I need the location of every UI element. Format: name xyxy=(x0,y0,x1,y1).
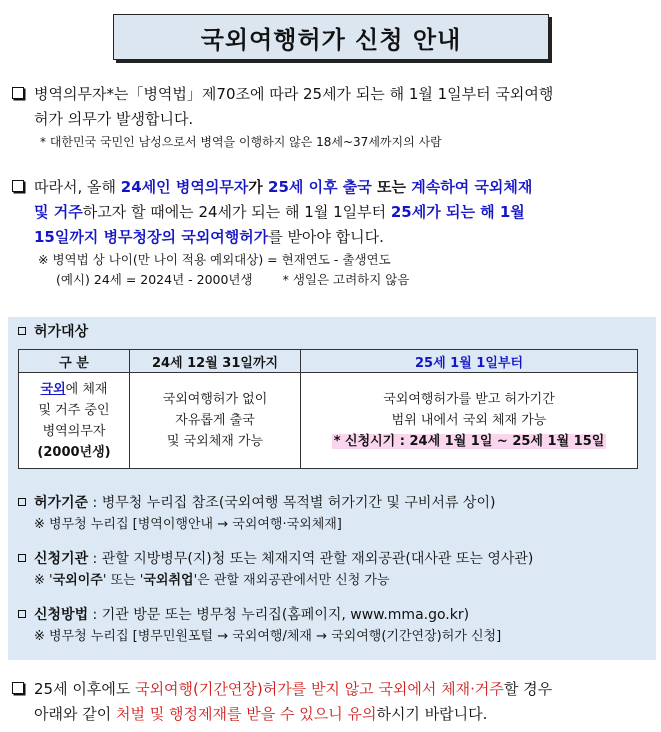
criteria-block: 허가기준 : 병무청 누리집 참조(국외여행 목적별 허가기간 및 구비서류 상이) ※ 병무청 누리집 [병역이행안내 → 국외여행·국외체재] xyxy=(8,492,653,536)
obligation-line-2: 허가 의무가 발생합니다. xyxy=(34,110,194,128)
checkbox-bullet-icon xyxy=(12,180,24,192)
permit-table xyxy=(18,349,638,469)
requirement-line-2: 및 거주하고자 할 때에는 24세가 되는 해 1월 1일부터 25세가 되는 해 1월 xyxy=(34,203,525,221)
agency-note: ※ '국외이주' 또는 '국외취업'은 관할 재외공관에서만 신청 가능 xyxy=(34,573,390,588)
age-rule-note: ※ 병역법 상 나이(만 나이 적용 예외대상) = 현재연도 - 출생연도 xyxy=(38,252,391,267)
obligation-line-1: 병역의무자*는「병역법」제70조에 따라 25세가 되는 해 1월 1일부터 국외여행 xyxy=(34,85,554,103)
header-from-25: 25세 1월 1일부터 xyxy=(301,350,638,373)
table-row xyxy=(19,373,638,469)
requirement-line-3: 15일까지 병무청장의 국외여행허가를 받아야 합니다. xyxy=(34,228,384,246)
cell-from-25: 국외여행허가를 받고 허가기간 범위 내에서 국외 체재 가능 * 신청시기 : 24세 1월 1일 ~ 25세 1월 15일 xyxy=(301,373,638,469)
criteria-note: ※ 병무청 누리집 [병역이행안내 → 국외여행·국외체재] xyxy=(34,517,342,532)
target-heading: 허가대상 xyxy=(8,321,653,343)
method-block: 신청방법 : 기관 방문 또는 병무청 누리집(홈페이지, www.mma.go.kr) ※ 병무청 누리집 [병무민원포털 → 국외여행/체재 → 국외여행(기간연장)허가 신청] xyxy=(8,604,653,648)
warning-line-2: 아래와 같이 처벌 및 행정제재를 받을 수 있으니 유의하시기 바랍니다. xyxy=(34,705,488,723)
small-bullet-icon xyxy=(18,610,26,618)
header-before-25: 24세 12월 31일까지 xyxy=(130,350,301,373)
cell-before-25: 국외여행허가 없이 자유롭게 출국 및 국외체재 가능 xyxy=(130,373,301,469)
method-note: ※ 병무청 누리집 [병무민원포털 → 국외여행/체재 → 국외여행(기간연장)허가 신청] xyxy=(34,629,502,644)
header-category: 구 분 xyxy=(19,350,130,373)
age-example-note: (예시) 24세 = 2024년 - 2000년생 * 생일은 고려하지 않음 xyxy=(56,272,410,287)
small-bullet-icon xyxy=(18,554,26,562)
table-header-row xyxy=(19,350,638,373)
cell-category: 국외에 체재 및 거주 중인 병역의무자 (2000년생) xyxy=(19,373,130,469)
warning-line-1: 25세 이후에도 국외여행(기간연장)허가를 받지 않고 국외에서 체재·거주할 경우 xyxy=(34,680,553,698)
agency-block: 신청기관 : 관할 지방병무(지)청 또는 체재지역 관할 재외공관(대사관 또는 영사관) ※ '국외이주' 또는 '국외취업'은 관할 재외공관에서만 신청 가능 xyxy=(8,548,653,592)
small-bullet-icon xyxy=(18,327,26,335)
obligation-note: * 대한민국 국민인 남성으로서 병역을 이행하지 않은 18세~37세까지의 사람 xyxy=(40,135,442,149)
page-title: 국외여행허가 신청 안내 xyxy=(113,14,549,60)
application-period-highlight: * 신청시기 : 24세 1월 1일 ~ 25세 1월 15일 xyxy=(333,434,605,449)
section-obligation xyxy=(10,82,655,152)
checkbox-bullet-icon xyxy=(12,87,24,99)
section-requirement xyxy=(10,175,655,290)
section-warning xyxy=(10,677,655,727)
checkbox-bullet-icon xyxy=(12,682,24,694)
small-bullet-icon xyxy=(18,498,26,506)
requirement-line-1: 따라서, 올해 24세인 병역의무자가 25세 이후 출국 또는 계속하여 국외체재 xyxy=(34,178,533,196)
